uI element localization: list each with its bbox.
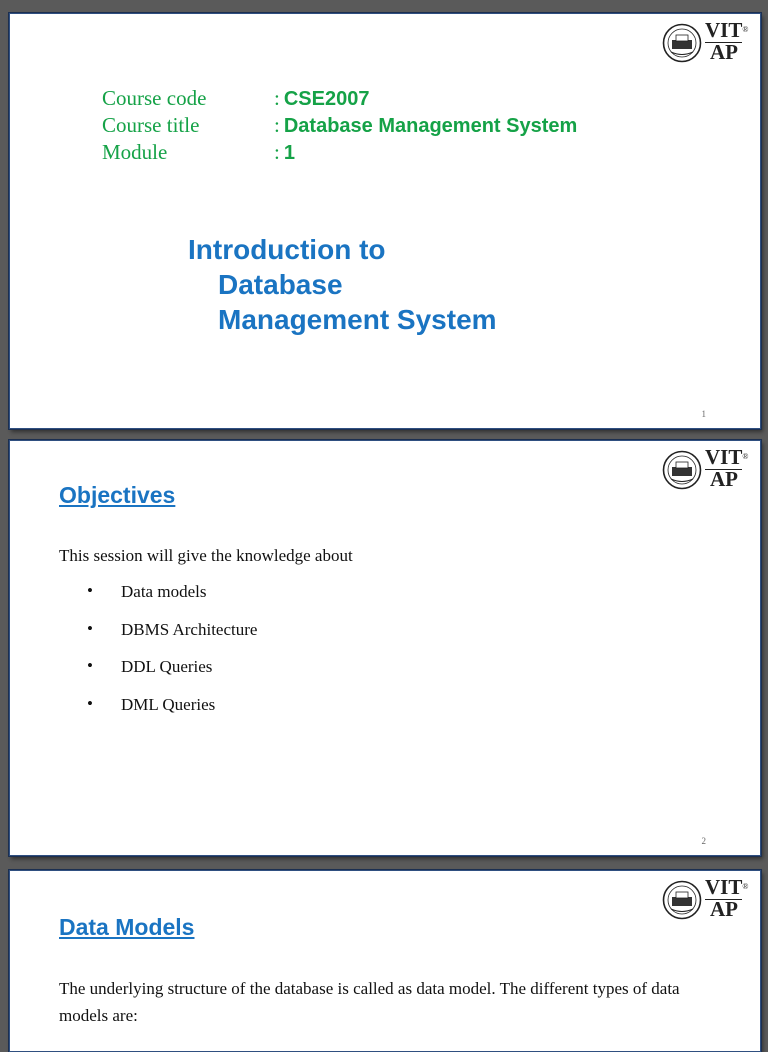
intro-text: The underlying structure of the database is called as data model. The different types of data models are: <box>59 979 680 1025</box>
vit-ap-logo: VIT® AP <box>662 20 744 68</box>
colon: : <box>274 86 280 110</box>
slide-number: 2 <box>701 836 706 846</box>
course-title-value: Database Management System <box>283 115 578 137</box>
list-item: • DDL Queries <box>87 656 213 676</box>
university-seal-icon <box>662 880 702 920</box>
slide-1 <box>9 13 761 429</box>
course-code-label: Course code <box>102 86 207 110</box>
colon: : <box>274 113 280 137</box>
bullet-icon: • <box>87 656 93 675</box>
course-title-label: Course title <box>102 113 200 137</box>
module-label: Module <box>102 140 168 164</box>
intro-text: This session will give the knowledge about <box>59 546 353 565</box>
university-seal-icon <box>662 23 702 63</box>
vit-ap-logo: VIT® AP <box>662 877 744 925</box>
list-item: • DBMS Architecture <box>87 618 258 639</box>
slide-heading: Data Models <box>59 914 195 940</box>
slide-heading: Objectives <box>59 482 176 508</box>
list-item: • Data models <box>87 581 207 601</box>
title-line-3: Management System <box>218 304 497 335</box>
presentation-title <box>188 232 497 337</box>
module-value: 1 <box>283 142 295 164</box>
colon: : <box>274 140 280 164</box>
bullet-icon: • <box>87 581 93 600</box>
slide-2 <box>9 440 761 856</box>
course-code-value: CSE2007 <box>283 88 370 110</box>
university-seal-icon <box>662 450 702 490</box>
vit-ap-logo: VIT® AP <box>662 447 744 495</box>
course-title-row <box>102 113 577 140</box>
list-item: • DML Queries <box>87 693 216 714</box>
course-meta <box>102 86 577 167</box>
slide-number: 1 <box>701 409 706 419</box>
slide-3 <box>9 870 761 1052</box>
title-line-1: Introduction to <box>188 234 386 265</box>
bullet-icon: • <box>87 618 93 638</box>
objectives-list <box>87 582 257 732</box>
title-line-2: Database <box>218 269 343 300</box>
module-row <box>102 140 577 167</box>
course-code-row <box>102 86 577 113</box>
bullet-icon: • <box>87 693 93 713</box>
